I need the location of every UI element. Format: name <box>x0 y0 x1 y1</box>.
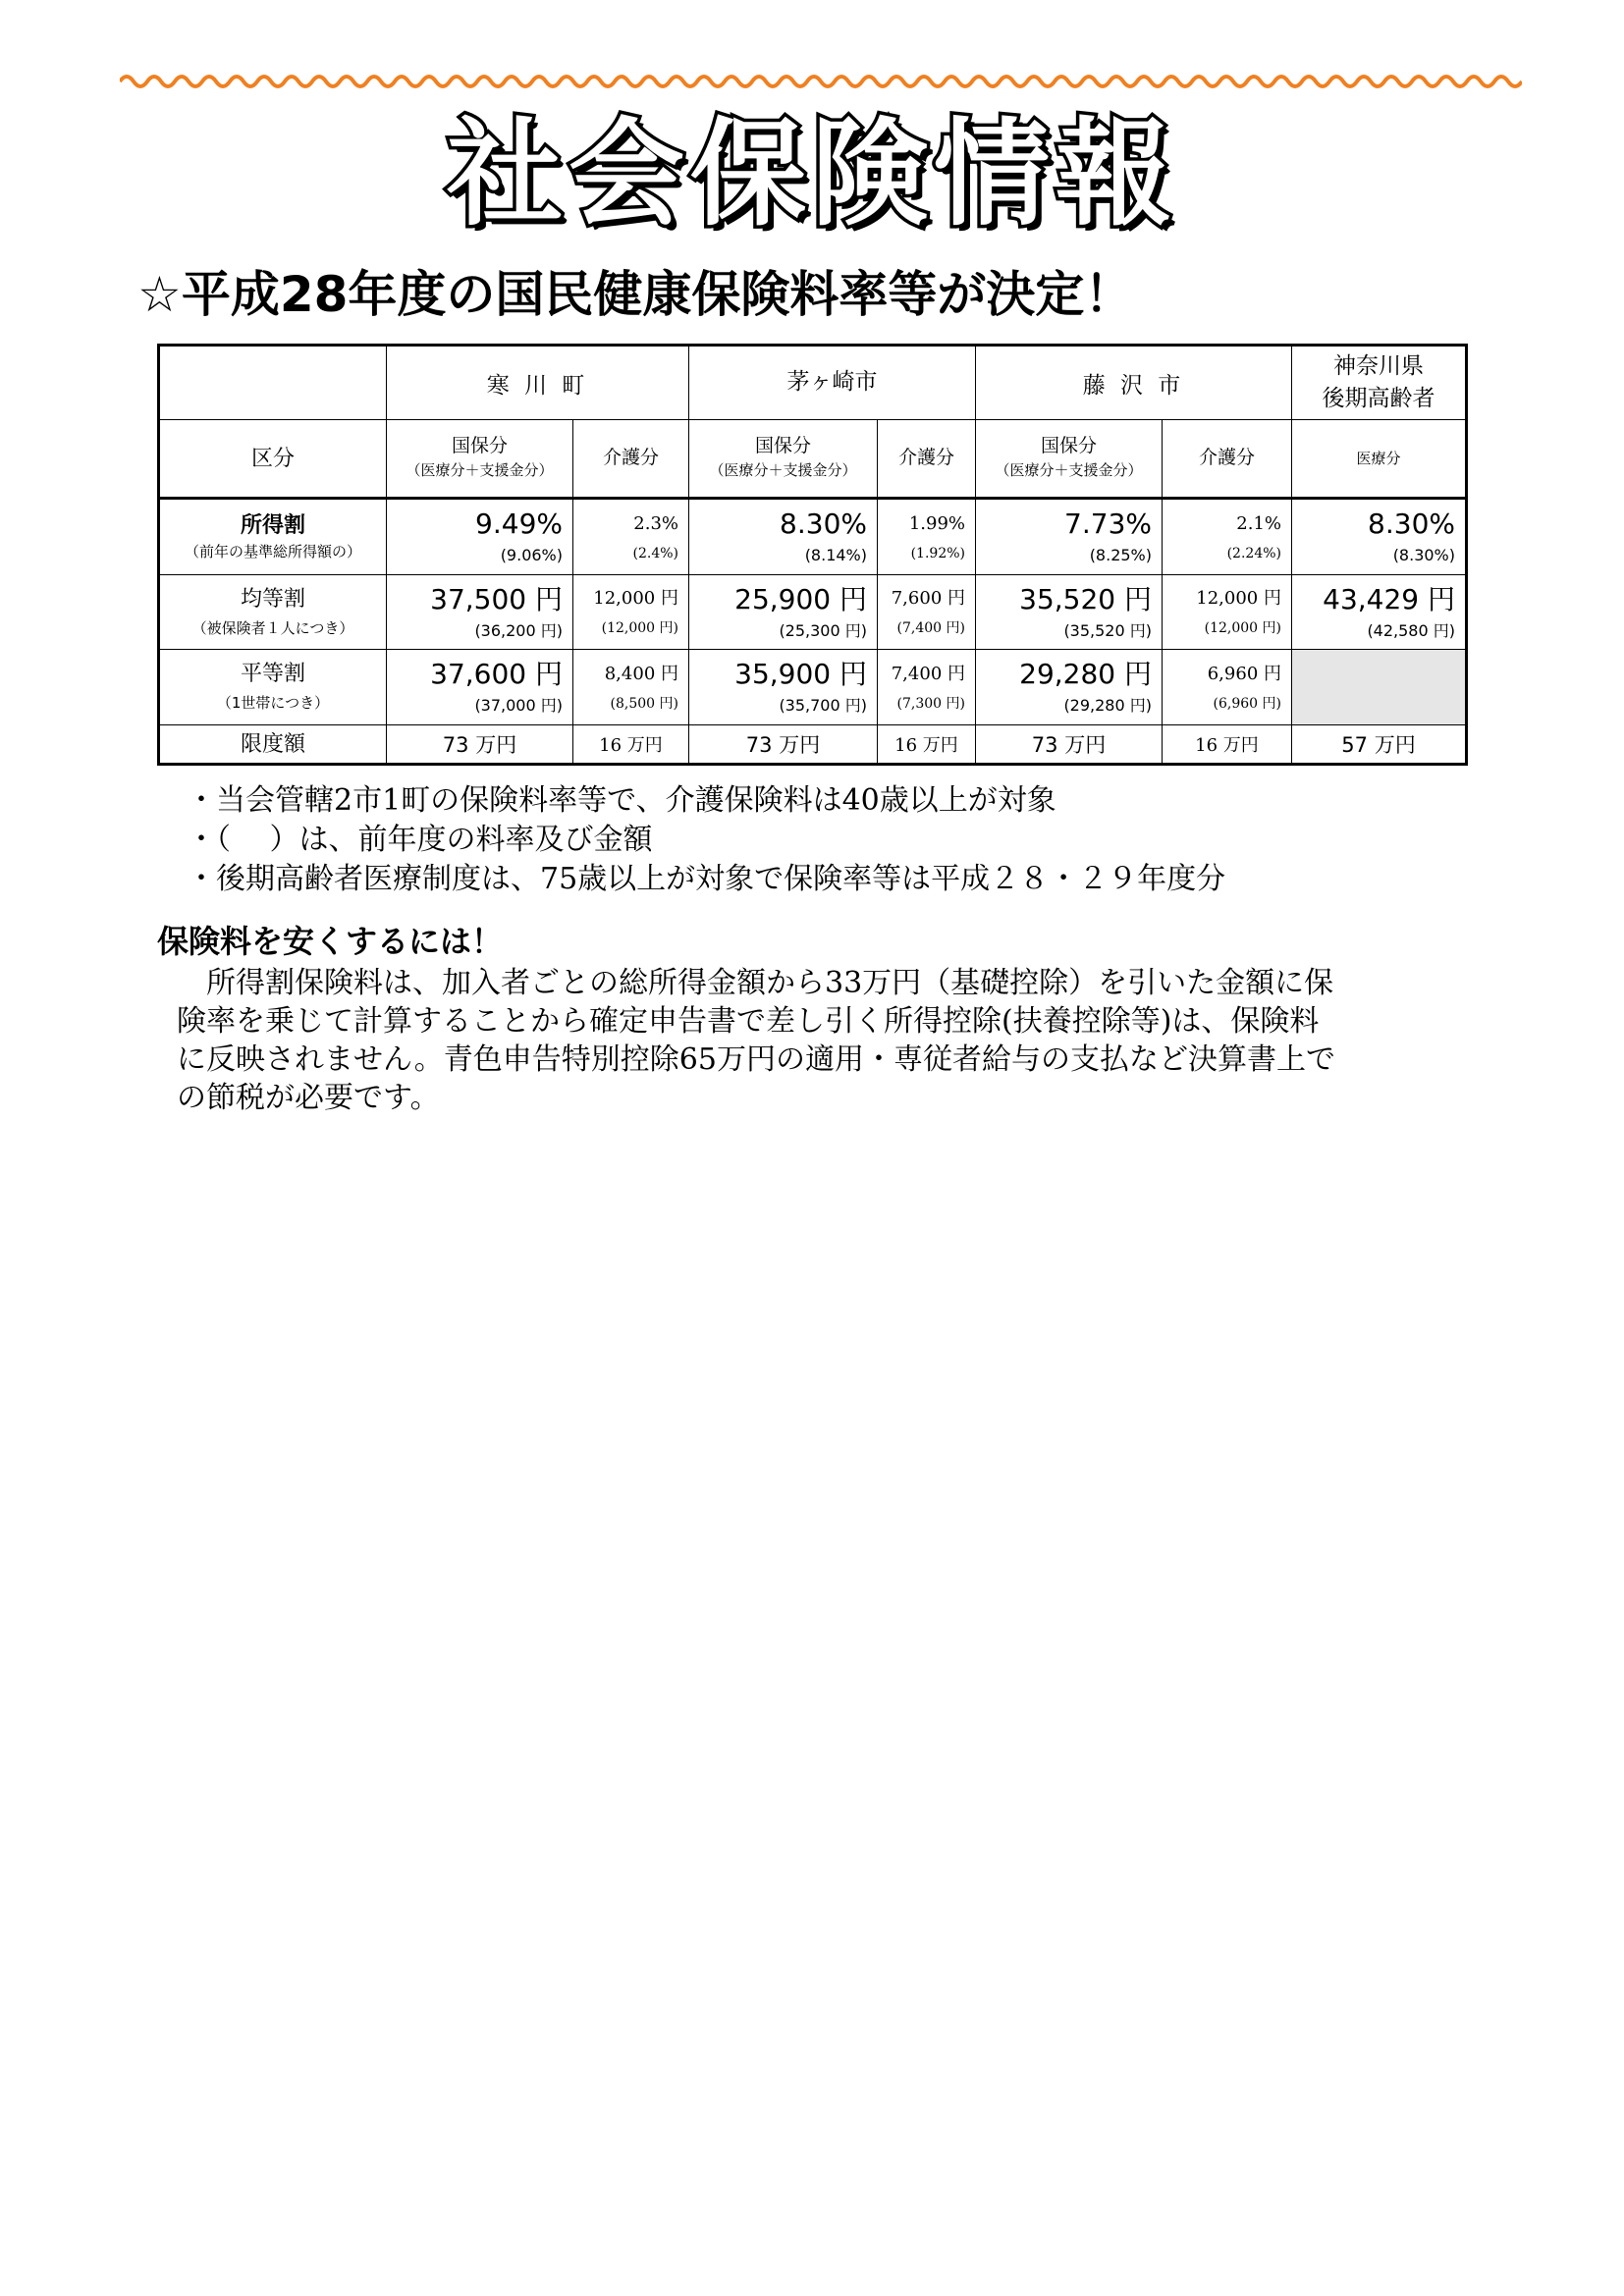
table-row-kintowari <box>159 574 1467 650</box>
header-kanagawa-line1: 神奈川県 <box>1333 352 1424 379</box>
header-chigasaki-kokuho <box>689 420 878 499</box>
header-fujisawa-kokuho <box>976 420 1163 499</box>
cell-chigasaki-kokuho: 25,900 円 (25,300 円) <box>689 574 878 650</box>
body-line: 所得割保険料は、加入者ごとの総所得金額から33万円（基礎控除）を引いた金額に保 <box>177 966 1334 1000</box>
cell-chigasaki-kokuho: 35,900 円 (35,700 円) <box>689 650 878 725</box>
header-blank-cell <box>159 346 387 420</box>
section-heading: 保険料を安くするには！ <box>157 923 504 960</box>
cell-fujisawa-kokuho: 7.73% (8.25%) <box>976 499 1163 575</box>
cell-samukawa-kokuho: 9.49% (9.06%) <box>387 499 573 575</box>
cell-samukawa-kokuho: 37,600 円 (37,000 円) <box>387 650 573 725</box>
cell-fujisawa-kaigo: 6,960 円 (6,960 円) <box>1163 650 1292 725</box>
cell-chigasaki-kaigo: 7,400 円 (7,300 円) <box>878 650 976 725</box>
table-row-byodowari <box>159 650 1467 725</box>
header-row-categories <box>159 420 1467 499</box>
cell-kanagawa-empty <box>1292 650 1467 725</box>
header-chigasaki-kaigo: 介護分 <box>878 420 976 499</box>
header-row-municipalities <box>159 346 1467 420</box>
cell-fujisawa-kokuho-limit: 73 万円 <box>976 725 1163 765</box>
cell-chigasaki-kokuho: 8.30% (8.14%) <box>689 499 878 575</box>
kokuho-sublabel: （医療分＋支援金分） <box>995 461 1143 479</box>
cell-fujisawa-kokuho: 35,520 円 (35,520 円) <box>976 574 1163 650</box>
page-title: 社会保険情報 <box>446 106 1177 241</box>
kokuho-label: 国保分 <box>451 435 508 457</box>
note-item: ・後期高齢者医療制度は、75歳以上が対象で保険率等は平成２８・２９年度分 <box>187 862 1226 896</box>
row-sublabel: （前年の基準総所得額の） <box>184 542 361 561</box>
cell-kanagawa: 8.30% (8.30%) <box>1292 499 1467 575</box>
cell-chigasaki-kaigo: 1.99% (1.92%) <box>878 499 976 575</box>
cell-samukawa-kaigo-limit: 16 万円 <box>573 725 689 765</box>
body-line: の節税が必要です。 <box>177 1081 440 1115</box>
header-fujisawa-kaigo: 介護分 <box>1163 420 1292 499</box>
note-item: ・当会管轄2市1町の保険料率等で、介護保険料は40歳以上が対象 <box>187 783 1056 818</box>
header-chigasaki: 茅ヶ崎市 <box>689 346 976 420</box>
body-line: 険率を乗じて計算することから確定申告書で差し引く所得控除(扶養控除等)は、保険料 <box>177 1004 1320 1039</box>
cell-samukawa-kaigo: 8,400 円 (8,500 円) <box>573 650 689 725</box>
cell-fujisawa-kaigo-limit: 16 万円 <box>1163 725 1292 765</box>
cell-samukawa-kaigo: 2.3% (2.4%) <box>573 499 689 575</box>
cell-samukawa-kokuho: 37,500 円 (36,200 円) <box>387 574 573 650</box>
header-samukawa-kokuho <box>387 420 573 499</box>
cell-fujisawa-kokuho: 29,280 円 (29,280 円) <box>976 650 1163 725</box>
row-label: 限度額 <box>159 725 387 765</box>
row-label-cell <box>159 574 387 650</box>
cell-kanagawa-limit: 57 万円 <box>1292 725 1467 765</box>
row-label: 所得割 <box>240 512 305 538</box>
cell-kanagawa: 43,429 円 (42,580 円) <box>1292 574 1467 650</box>
cell-chigasaki-kaigo-limit: 16 万円 <box>878 725 976 765</box>
cell-samukawa-kaigo: 12,000 円 (12,000 円) <box>573 574 689 650</box>
cell-fujisawa-kaigo: 2.1% (2.24%) <box>1163 499 1292 575</box>
insurance-rate-table <box>157 344 1468 766</box>
table-row-gendogaku <box>159 725 1467 765</box>
decorative-wave-border <box>120 69 1522 94</box>
notes-list <box>187 781 1225 899</box>
headline: ☆平成28年度の国民健康保険料率等が決定！ <box>137 266 1134 323</box>
cell-chigasaki-kaigo: 7,600 円 (7,400 円) <box>878 574 976 650</box>
row-label-cell <box>159 650 387 725</box>
kokuho-label: 国保分 <box>1040 435 1097 457</box>
header-samukawa: 寒 川 町 <box>387 346 689 420</box>
row-label-cell <box>159 499 387 575</box>
cell-samukawa-kokuho-limit: 73 万円 <box>387 725 573 765</box>
header-kanagawa-iryo: 医療分 <box>1292 420 1467 499</box>
cell-fujisawa-kaigo: 12,000 円 (12,000 円) <box>1163 574 1292 650</box>
kokuho-sublabel: （医療分＋支援金分） <box>709 461 857 479</box>
cell-chigasaki-kokuho-limit: 73 万円 <box>689 725 878 765</box>
row-label: 均等割 <box>240 586 305 612</box>
header-fujisawa: 藤 沢 市 <box>976 346 1292 420</box>
header-kanagawa <box>1292 346 1467 420</box>
note-item: ・（ ）は、前年度の料率及び金額 <box>187 823 653 857</box>
row-label: 平等割 <box>240 662 305 687</box>
header-kubun: 区分 <box>159 420 387 499</box>
row-sublabel: （被保険者１人につき） <box>191 618 354 637</box>
kokuho-sublabel: （医療分＋支援金分） <box>406 461 554 479</box>
body-line: に反映されません。青色申告特別控除65万円の適用・専従者給与の支払など決算書上で <box>177 1042 1335 1077</box>
header-samukawa-kaigo: 介護分 <box>573 420 689 499</box>
kokuho-label: 国保分 <box>754 435 811 457</box>
body-paragraph <box>177 964 1473 1117</box>
header-kanagawa-line2: 後期高齢者 <box>1322 386 1435 411</box>
row-sublabel: （1世帯につき） <box>216 694 330 713</box>
table-row-shotokuwari <box>159 499 1467 575</box>
